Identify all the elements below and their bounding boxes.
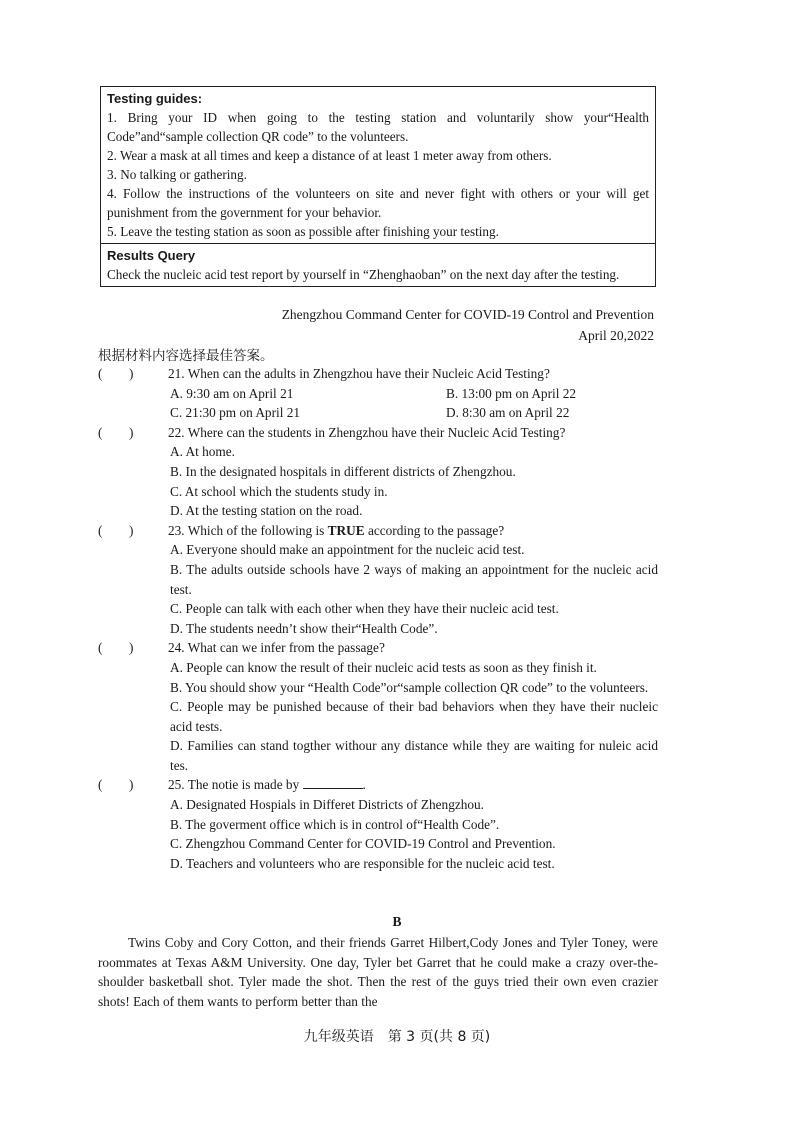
option-c[interactable]: C. Zhengzhou Command Center for COVID-19 Control and Prevention. — [170, 836, 556, 852]
option-d[interactable]: D. At the testing station on the road. — [170, 503, 363, 519]
question-24 — [98, 638, 658, 775]
guide-item: 3. No talking or gathering. — [107, 167, 247, 182]
option-c[interactable]: C. At school which the students study in. — [170, 483, 388, 499]
results-query-heading: Results Query — [107, 248, 196, 263]
question-23 — [98, 521, 658, 639]
option-d[interactable]: D. Families can stand togther withour any distance while they are waiting for nuleic acid tes. — [170, 738, 658, 773]
question-21 — [98, 364, 658, 423]
question-stem: 25. The notie is made by . — [168, 777, 366, 793]
question-25 — [98, 775, 658, 873]
section-b-label: B — [392, 914, 402, 929]
option-a[interactable]: A. At home. — [170, 444, 236, 460]
question-stem: 21. When can the adults in Zhengzhou have their Nucleic Acid Testing? — [168, 366, 550, 381]
question-stem: 22. Where can the students in Zhengzhou have their Nucleic Acid Testing? — [168, 424, 566, 440]
testing-guides-heading: Testing guides: — [107, 91, 203, 106]
testing-guides-section — [101, 87, 655, 243]
guide-item: 4. Follow the instructions of the volunteers on site and never fight with others or your will get punishment from the government for your behavior. — [107, 186, 649, 220]
options-grid — [170, 384, 658, 423]
emphasis-true: TRUE — [327, 522, 365, 538]
guide-item: 2. Wear a mask at all times and keep a distance of at least 1 meter away from others. — [107, 148, 552, 163]
question-list — [98, 364, 658, 873]
option-b[interactable]: B. In the designated hospitals in different districts of Zhengzhou. — [170, 463, 516, 479]
answer-bracket[interactable]: ( ) — [98, 522, 134, 538]
option-b[interactable]: B. 13:00 pm on April 22 — [446, 385, 577, 401]
option-d[interactable]: D. 8:30 am on April 22 — [446, 405, 570, 421]
option-b[interactable]: B. You should show your “Health Code”or“sample collection QR code” to the volunteers. — [170, 679, 649, 695]
answer-bracket[interactable]: ( ) — [98, 366, 134, 381]
notice-box — [100, 86, 656, 287]
option-a[interactable]: A. People can know the result of their nucleic acid tests as soon as they finish it. — [170, 659, 597, 675]
question-22 — [98, 423, 658, 521]
answer-blank[interactable] — [303, 776, 363, 789]
results-query-section — [101, 243, 655, 286]
option-b[interactable]: B. The goverment office which is in control of“Health Code”. — [170, 816, 500, 832]
passage-b: Twins Coby and Cory Cotton, and their friends Garret Hilbert,Cody Jones and Tyler Toney, were roommates at Texas A&M University. One day, Tyler bet Garret that he could make a crazy over-the-shoulder basketball shot. Tyler made the shot. Then the rest of the guys tried their own even crazier shots! Each of them wants to perform better than the — [98, 935, 658, 1009]
section-instruction: 根据材料内容选择最佳答案。 — [98, 348, 274, 364]
answer-bracket[interactable]: ( ) — [98, 424, 134, 440]
option-a[interactable]: A. 9:30 am on April 21 — [170, 385, 294, 401]
notice-signature — [282, 304, 654, 346]
option-a[interactable]: A. Designated Hospials in Differet Districts of Zhengzhou. — [170, 797, 485, 813]
signature-organization: Zhengzhou Command Center for COVID-19 Control and Prevention — [281, 307, 654, 322]
option-c[interactable]: C. People can talk with each other when they have their nucleic acid test. — [170, 601, 559, 617]
results-query-text: Check the nucleic acid test report by yourself in “Zhenghaoban” on the next day after the testing. — [107, 267, 620, 282]
guide-item: 1. Bring your ID when going to the testing station and voluntarily show your“Health Code”and“sample collection QR code” to the volunteers. — [107, 110, 649, 144]
question-stem: 24. What can we infer from the passage? — [168, 640, 385, 656]
option-d[interactable]: D. The students needn’t show their“Health Code”. — [170, 620, 438, 636]
answer-bracket[interactable]: ( ) — [98, 640, 134, 656]
signature-date: April 20,2022 — [578, 328, 654, 343]
answer-bracket[interactable]: ( ) — [98, 777, 134, 793]
option-c[interactable]: C. 21:30 pm on April 21 — [170, 405, 301, 421]
question-stem: 23. Which of the following is TRUE according to the passage? — [168, 522, 505, 538]
option-b[interactable]: B. The adults outside schools have 2 ways of making an appointment for the nucleic acid test. — [170, 561, 658, 597]
option-d[interactable]: D. Teachers and volunteers who are responsible for the nucleic acid test. — [170, 855, 555, 871]
option-c[interactable]: C. People may be punished because of their bad behaviors when they have their nucleic acid tests. — [170, 699, 658, 734]
page-footer: 九年级英语 第 3 页(共 8 页) — [303, 1029, 491, 1045]
option-a[interactable]: A. Everyone should make an appointment for the nucleic acid test. — [170, 542, 525, 558]
guide-item: 5. Leave the testing station as soon as possible after finishing your testing. — [107, 224, 499, 239]
